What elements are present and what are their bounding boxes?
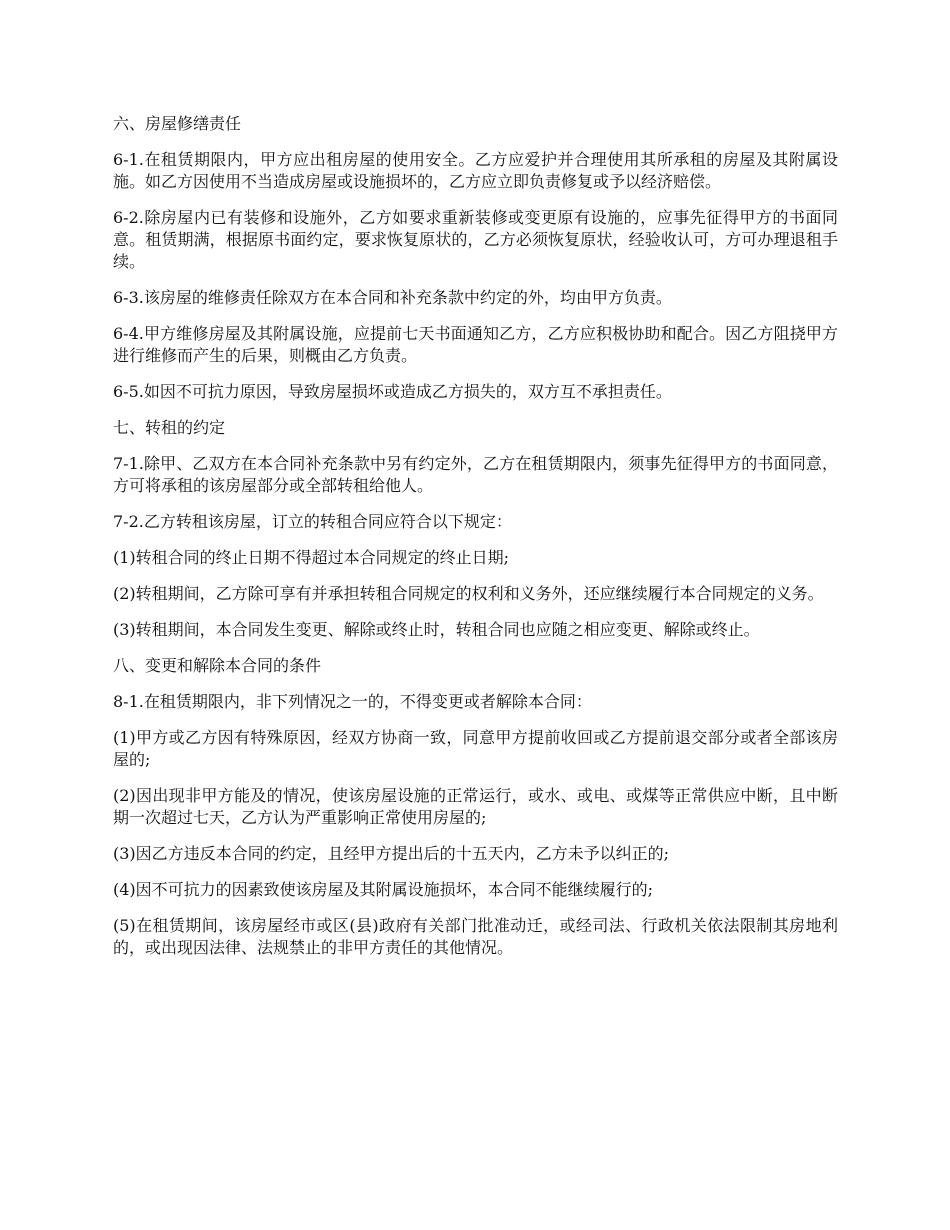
clause-7-1: 7-1.除甲、乙双方在本合同补充条款中另有约定外，乙方在租赁期限内，须事先征得甲方的书面同意，方可将承租的该房屋部分或全部转租给他人。 [113,454,838,495]
clause-6-2: 6-2.除房屋内已有装修和设施外，乙方如要求重新装修或变更原有设施的，应事先征得甲方的书面同意。租赁期满，根据原书面约定，要求恢复原状的，乙方必须恢复原状，经验收认可，方可办理退租手续。 [113,208,838,271]
clause-7-2: 7-2.乙方转租该房屋，订立的转租合同应符合以下规定： [113,512,512,531]
clause-8-1-item-5: (5)在租赁期间，该房屋经市或区(县)政府有关部门批准动迁，或经司法、行政机关依法限制其房地利的，或出现因法律、法规禁止的非甲方责任的其他情况。 [113,916,838,957]
section-heading-7: 七、转租的约定 [113,418,226,437]
clause-6-4: 6-4.甲方维修房屋及其附属设施，应提前七天书面通知乙方，乙方应积极协助和配合。因乙方阻挠甲方进行维修而产生的后果，则概由乙方负责。 [113,324,838,365]
clause-8-1-item-4: (4)因不可抗力的因素致使该房屋及其附属设施损坏，本合同不能继续履行的; [113,880,654,899]
clause-8-1-item-1: (1)甲方或乙方因有特殊原因，经双方协商一致，同意甲方提前收回或乙方提前退交部分或者全部该房屋的; [113,728,838,769]
section-heading-6: 六、房屋修缮责任 [113,114,242,133]
clause-6-3: 6-3.该房屋的维修责任除双方在本合同和补充条款中约定的外，均由甲方负责。 [113,288,672,307]
clause-8-1-item-3: (3)因乙方违反本合同的约定，且经甲方提出后的十五天内，乙方未予以纠正的; [113,844,670,863]
clause-7-2-item-1: (1)转租合同的终止日期不得超过本合同规定的终止日期; [113,548,510,567]
clause-8-1-item-2: (2)因出现非甲方能及的情况，使该房屋设施的正常运行，或水、或电、或煤等正常供应中断，且中断期一次超过七天，乙方认为严重影响正常使用房屋的; [113,786,838,827]
document-body [113,113,838,973]
clause-7-2-item-2: (2)转租期间，乙方除可享有并承担转租合同规定的权利和义务外，还应继续履行本合同规定的义务。 [113,584,824,603]
section-heading-8: 八、变更和解除本合同的条件 [113,656,322,675]
clause-8-1: 8-1.在租赁期限内，非下列情况之一的，不得变更或者解除本合同： [113,692,592,711]
clause-6-1: 6-1.在租赁期限内，甲方应出租房屋的使用安全。乙方应爱护并合理使用其所承租的房屋及其附属设施。如乙方因使用不当造成房屋或设施损坏的，乙方应立即负责修复或予以经济赔偿。 [113,150,838,191]
clause-7-2-item-3: (3)转租期间，本合同发生变更、解除或终止时，转租合同也应随之相应变更、解除或终止。 [113,620,760,639]
clause-6-5: 6-5.如因不可抗力原因，导致房屋损坏或造成乙方损失的，双方互不承担责任。 [113,382,672,401]
